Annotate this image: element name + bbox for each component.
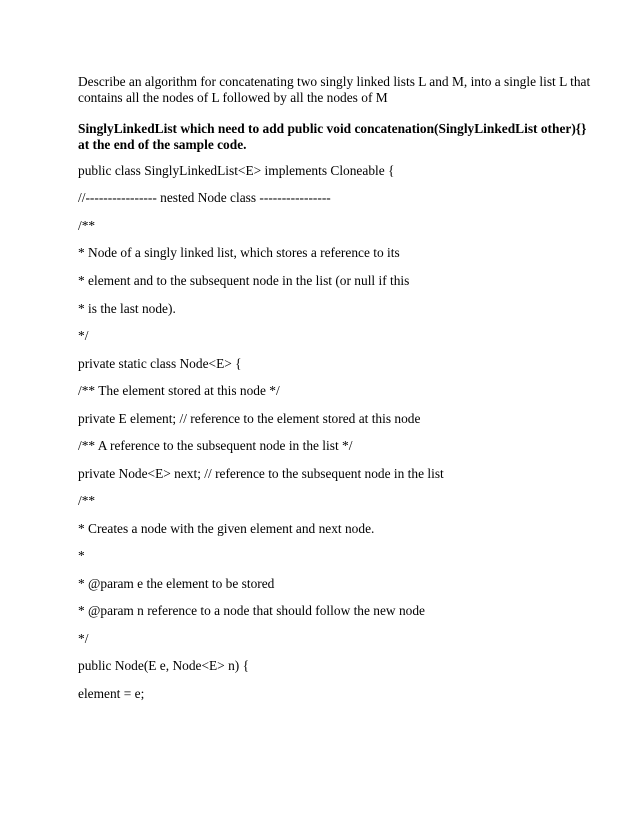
code-line: * Node of a singly linked list, which stores a reference to its bbox=[78, 245, 400, 260]
intro-line-1: Describe an algorithm for concatenating two singly linked lists L and M, into a single list L that bbox=[78, 74, 591, 89]
code-line: /** A reference to the subsequent node in the list */ bbox=[78, 438, 353, 453]
code-line: //---------------- nested Node class ---------------- bbox=[78, 190, 331, 205]
code-line: /** The element stored at this node */ bbox=[78, 383, 280, 398]
code-line: * Creates a node with the given element and next node. bbox=[78, 521, 375, 536]
code-line: private E element; // reference to the element stored at this node bbox=[78, 411, 421, 426]
code-line: * @param e the element to be stored bbox=[78, 576, 275, 591]
code-line: * bbox=[78, 548, 85, 563]
code-line: public Node(E e, Node<E> n) { bbox=[78, 658, 250, 673]
code-line: * element and to the subsequent node in the list (or null if this bbox=[78, 273, 410, 288]
code-line: element = e; bbox=[78, 686, 145, 701]
task-line-1: SinglyLinkedList which need to add public void concatenation(SinglyLinkedList other){} bbox=[78, 121, 587, 136]
code-line: /** bbox=[78, 218, 96, 233]
code-line: /** bbox=[78, 493, 96, 508]
code-line: private static class Node<E> { bbox=[78, 356, 242, 371]
code-line: public class SinglyLinkedList<E> implements Cloneable { bbox=[78, 163, 395, 178]
intro-line-2: contains all the nodes of L followed by all the nodes of M bbox=[78, 90, 388, 105]
code-line: */ bbox=[78, 631, 89, 646]
code-line: * is the last node). bbox=[78, 301, 176, 316]
code-line: * @param n reference to a node that should follow the new node bbox=[78, 603, 425, 618]
code-line: */ bbox=[78, 328, 89, 343]
code-line: private Node<E> next; // reference to the subsequent node in the list bbox=[78, 466, 444, 481]
task-line-2: at the end of the sample code. bbox=[78, 137, 247, 152]
